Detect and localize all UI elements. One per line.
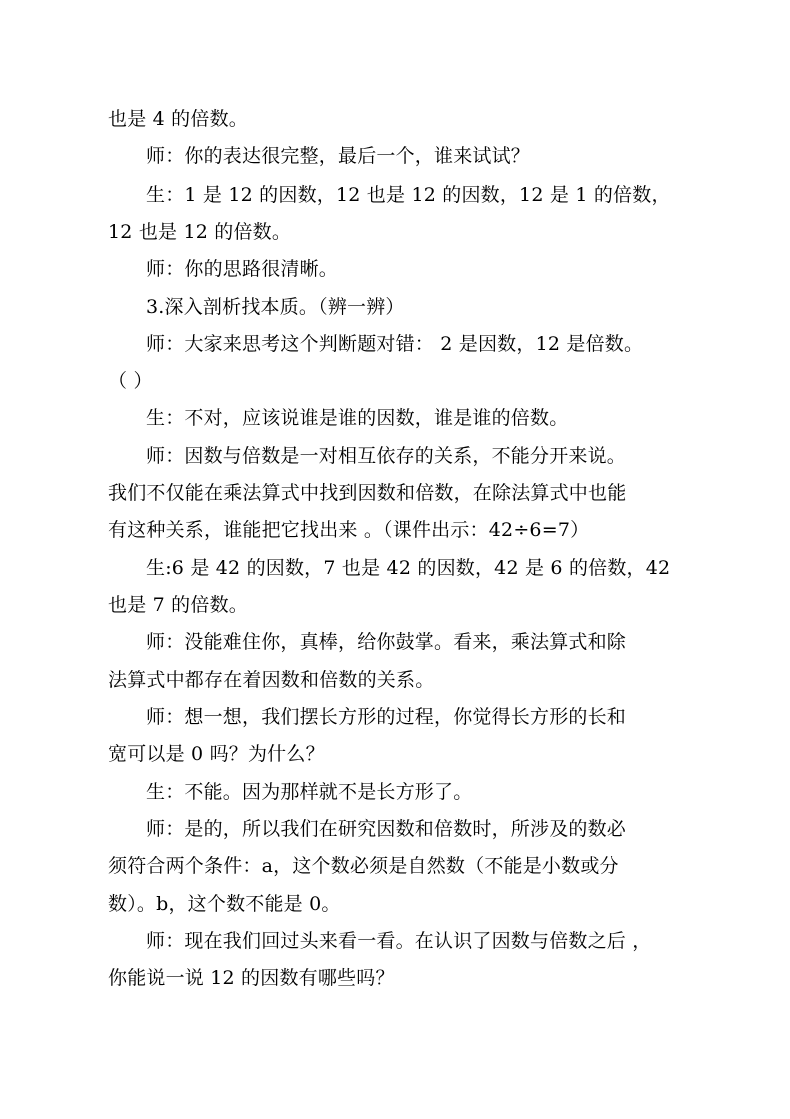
- text-line: 生：1 是 12 的因数，12 也是 12 的因数，12 是 1 的倍数，: [146, 184, 671, 206]
- text-line: 你能说一说 12 的因数有哪些吗？: [108, 967, 395, 989]
- text-line: 3.深入剖析找本质。（辨一辨）: [146, 296, 405, 318]
- text-line: 我们不仅能在乘法算式中找到因数和倍数，在除法算式中也能: [108, 482, 627, 504]
- text-line: 师：大家来思考这个判断题对错： 2 是因数，12 是倍数。: [146, 333, 644, 355]
- text-line: 师：想一想，我们摆长方形的过程，你觉得长方形的长和: [146, 706, 627, 728]
- text-line: 生：不对，应该说谁是谁的因数，谁是谁的倍数。: [146, 407, 569, 429]
- text-line: （ ）: [108, 370, 153, 392]
- text-line: 师：因数与倍数是一对相互依存的关系，不能分开来说。: [146, 445, 627, 467]
- text-line: 数）。b，这个数不能是 0。: [108, 893, 341, 915]
- text-line: 师：没能难住你，真棒，给你鼓掌。看来，乘法算式和除: [146, 631, 627, 653]
- text-line: 法算式中都存在着因数和倍数的关系。: [108, 669, 435, 691]
- text-line: 12 也是 12 的倍数。: [108, 221, 292, 243]
- text-line: 师：你的思路很清晰。: [146, 258, 339, 280]
- text-line: 宽可以是 0 吗？为什么？: [108, 743, 325, 765]
- text-line: 也是 4 的倍数。: [108, 108, 248, 130]
- text-line: 生:6 是 42 的因数，7 也是 42 的因数，42 是 6 的倍数，42: [146, 557, 671, 579]
- text-line: 生：不能。因为那样就不是长方形了。: [146, 781, 473, 803]
- text-line: 师：现在我们回过头来看一看。在认识了因数与倍数之后 ，: [146, 930, 652, 952]
- text-line: 须符合两个条件：a，这个数必须是自然数（不能是小数或分: [108, 855, 619, 877]
- text-line: 也是 7 的倍数。: [108, 594, 248, 616]
- text-line: 有这种关系，谁能把它找出来 。（课件出示：42÷6=7）: [108, 519, 590, 541]
- text-line: 师：你的表达很完整，最后一个，谁来试试？: [146, 145, 531, 167]
- text-line: 师：是的，所以我们在研究因数和倍数时，所涉及的数必: [146, 818, 627, 840]
